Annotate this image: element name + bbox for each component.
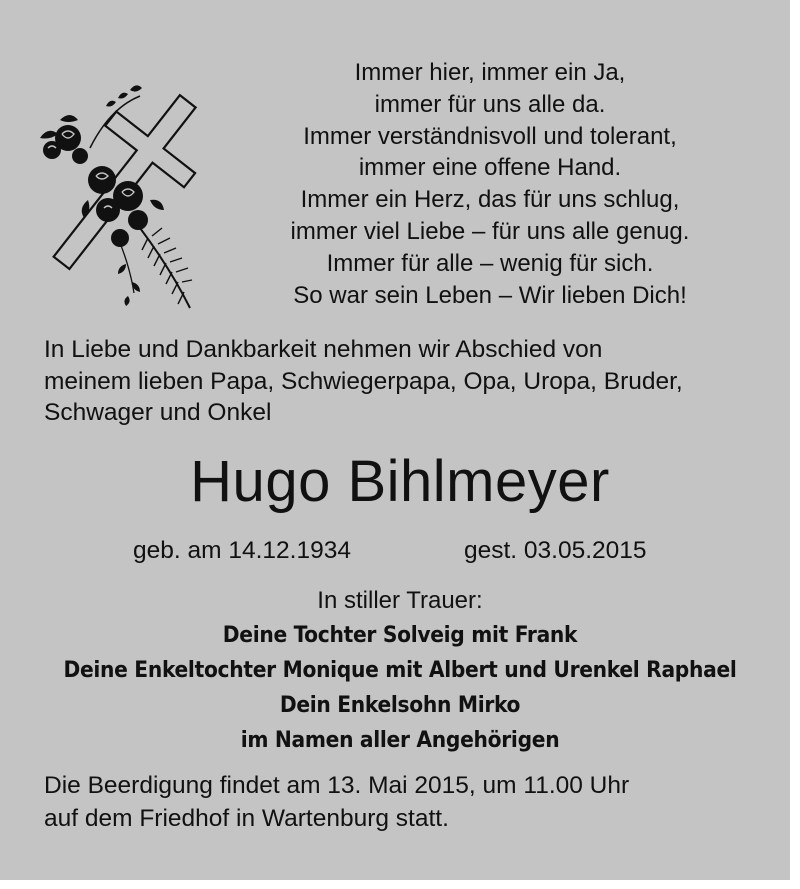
farewell-intro bbox=[44, 334, 774, 429]
intro-line: Schwager und Onkel bbox=[44, 399, 272, 426]
birth-date: geb. am 14.12.1934 bbox=[133, 537, 351, 564]
death-date: gest. 03.05.2015 bbox=[464, 537, 647, 564]
poem bbox=[240, 57, 740, 311]
funeral-line: auf dem Friedhof in Wartenburg statt. bbox=[44, 804, 449, 832]
mourner-line: Deine Enkeltochter Monique mit Albert und Urenkel Raphael bbox=[63, 657, 737, 683]
poem-line: Immer für alle – wenig für sich. bbox=[326, 249, 654, 277]
mourner-line: im Namen aller Angehörigen bbox=[240, 727, 560, 753]
mourners-list bbox=[0, 618, 800, 758]
poem-line: So war sein Leben – Wir lieben Dich! bbox=[293, 281, 687, 309]
intro-line: In Liebe und Dankbarkeit nehmen wir Abschied von bbox=[44, 336, 603, 363]
poem-line: immer für uns alle da. bbox=[374, 90, 606, 118]
cross-with-roses-icon bbox=[30, 68, 210, 318]
mourning-heading: In stiller Trauer: bbox=[317, 587, 483, 614]
intro-line: meinem lieben Papa, Schwiegerpapa, Opa, Uropa, Bruder, bbox=[44, 367, 683, 395]
poem-line: immer eine offene Hand. bbox=[358, 154, 622, 182]
funeral-notice bbox=[44, 770, 774, 835]
poem-line: immer viel Liebe – für uns alle genug. bbox=[290, 217, 690, 245]
funeral-line: Die Beerdigung findet am 13. Mai 2015, um 11.00 Uhr bbox=[44, 772, 630, 799]
poem-line: Immer hier, immer ein Ja, bbox=[354, 59, 626, 86]
poem-line: Immer ein Herz, das für uns schlug, bbox=[300, 186, 680, 214]
poem-line: Immer verständnisvoll und tolerant, bbox=[303, 122, 677, 150]
mourner-line: Dein Enkelsohn Mirko bbox=[279, 692, 521, 718]
deceased-name: Hugo Bihlmeyer bbox=[190, 449, 610, 514]
mourner-line: Deine Tochter Solveig mit Frank bbox=[222, 622, 578, 648]
